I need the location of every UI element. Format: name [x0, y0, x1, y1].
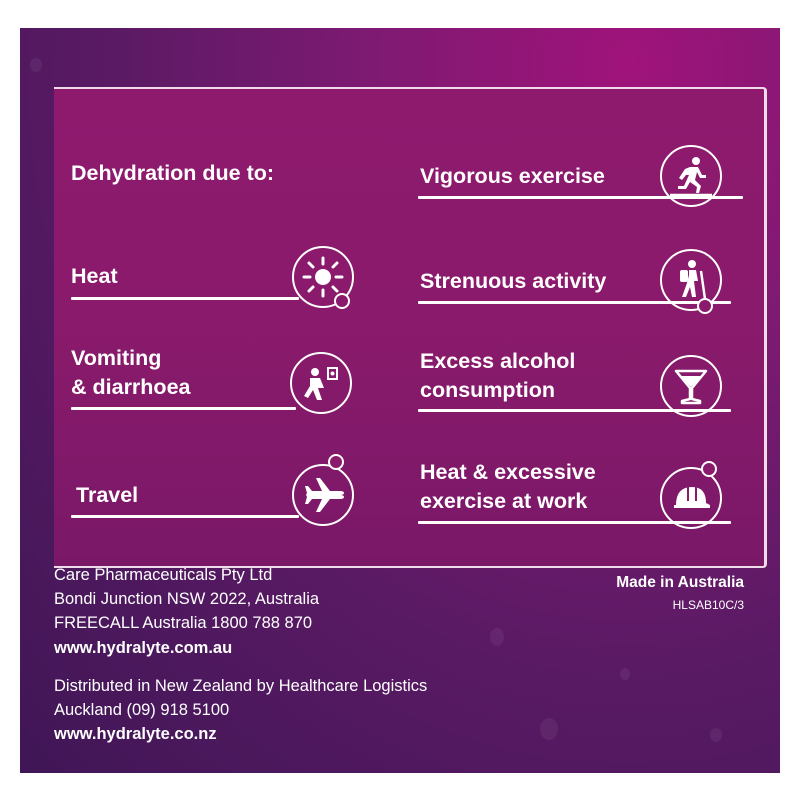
underline	[71, 407, 296, 410]
website-nz-link[interactable]: www.hydralyte.co.nz	[54, 725, 217, 743]
indication-label: Travel	[76, 483, 139, 507]
company-phone: FREECALL Australia 1800 788 870	[54, 614, 313, 632]
underline	[71, 515, 299, 518]
cocktail-glass-icon	[660, 355, 722, 417]
product-code: HLSAB10C/3	[672, 598, 744, 612]
water-droplet	[540, 718, 558, 740]
indication-label: Vigorous exercise	[420, 164, 605, 188]
hard-hat-icon	[660, 467, 722, 529]
indication-label: Heat & excessive exercise at work	[420, 460, 596, 513]
indication-label: Heat	[71, 264, 118, 288]
indication-label: Vomiting & diarrhoea	[71, 346, 191, 399]
water-droplet	[620, 668, 630, 680]
company-address: Bondi Junction NSW 2022, Australia	[54, 590, 320, 608]
underline	[71, 297, 299, 300]
water-droplet	[490, 628, 504, 646]
indications-heading: Dehydration due to:	[71, 161, 275, 185]
indications-panel	[54, 87, 767, 568]
decorative-dot	[697, 298, 713, 314]
nz-phone: Auckland (09) 918 5100	[54, 701, 230, 719]
hiker-icon	[660, 249, 722, 311]
company-name: Care Pharmaceuticals Pty Ltd	[54, 566, 273, 584]
decorative-dot	[701, 461, 717, 477]
runner-icon	[660, 145, 722, 207]
indication-label: Excess alcohol consumption	[420, 349, 576, 402]
origin-label: Made in Australia	[616, 574, 744, 591]
airplane-icon	[292, 464, 354, 526]
decorative-dot	[328, 454, 344, 470]
indication-label: Strenuous activity	[420, 269, 607, 293]
water-droplet	[710, 728, 722, 742]
nz-distributor: Distributed in New Zealand by Healthcare Logistics	[54, 677, 428, 695]
package-back	[20, 28, 780, 773]
water-droplet	[30, 58, 42, 72]
toilet-rush-icon	[290, 352, 352, 414]
decorative-dot	[334, 293, 350, 309]
website-au-link[interactable]: www.hydralyte.com.au	[54, 639, 233, 657]
